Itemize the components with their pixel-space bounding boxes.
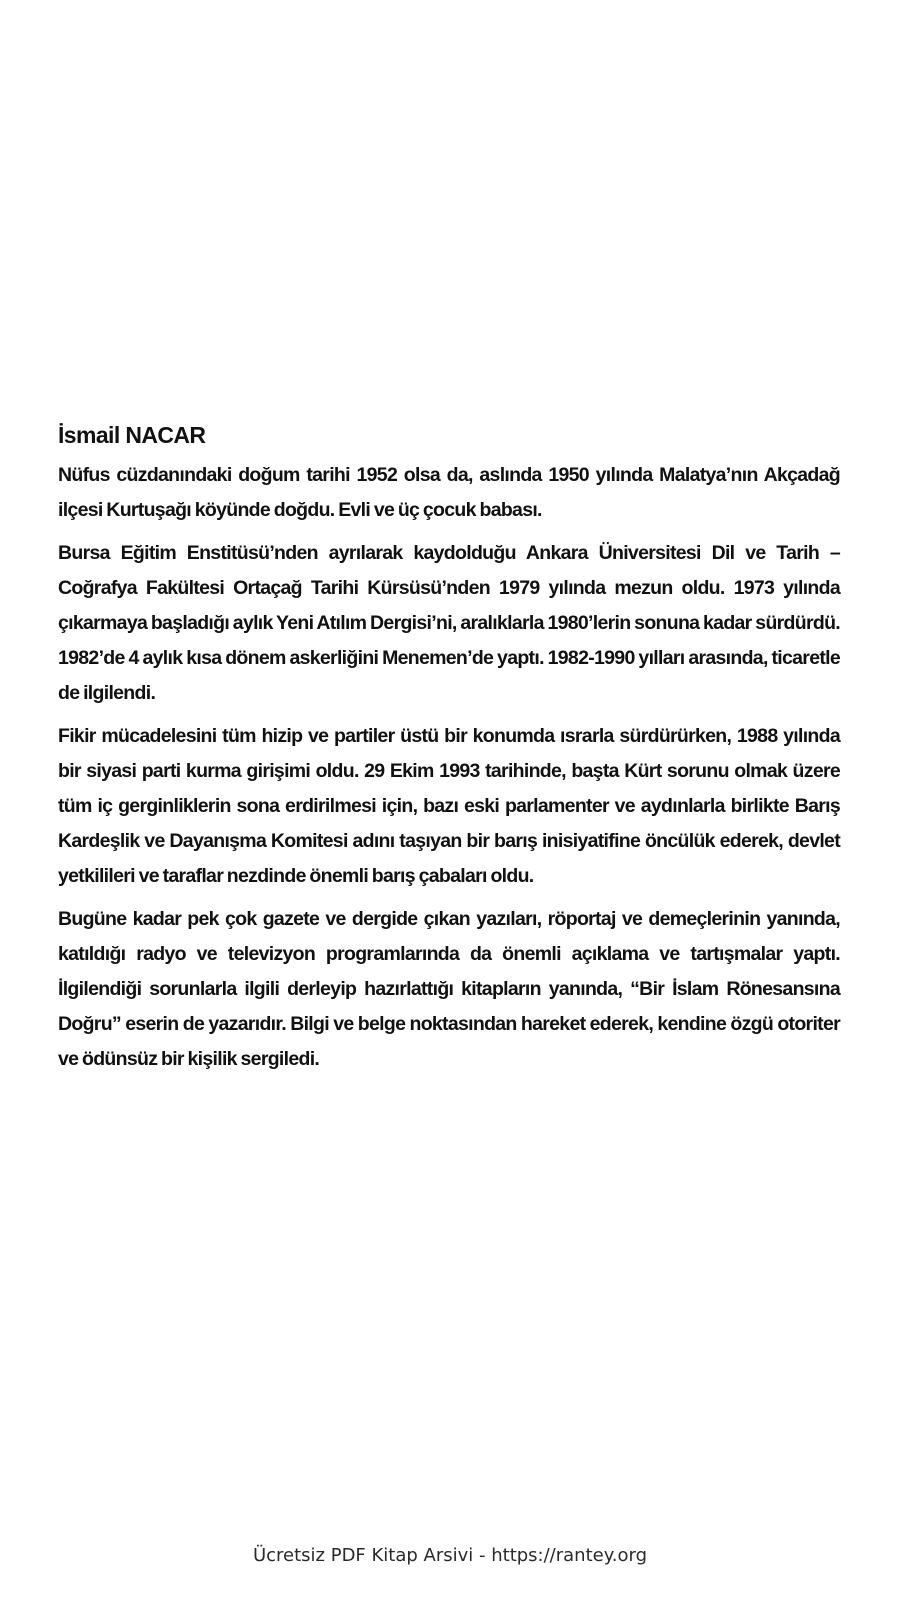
biography-paragraph-publications: Bugüne kadar pek çok gazete ve dergide çıkan yazıları, röportaj ve demeçlerinin yanında, katıldığı radyo ve televizyon programlarında da önemli açıklama ve tartışmalar yaptı. İlgilendiği sorunlarla ilgili derleyip hazırlattığı kitapların yanında, “Bir İslam Rönesansına Doğru” eserin de yazarıdır. Bilgi ve belge noktasından hareket ederek, kendine özgü otoriter ve ödünsüz bir kişilik sergiledi. <box>58 908 840 1070</box>
footer-watermark-text: Ücretsiz PDF Kitap Arsivi - https://rantey.org <box>252 1545 648 1566</box>
biography-paragraph-education: Bursa Eğitim Enstitüsü’nden ayrılarak kaydolduğu Ankara Üniversitesi Dil ve Tarih – Coğrafya Fakültesi Ortaçağ Tarihi Kürsüsü’nden 1979 yılında mezun oldu. 1973 yılında çıkarmaya başladığı aylık Yeni Atılım Dergisi’ni, aralıklarla 1980’lerin sonuna kadar sürdürdü. 1982’de 4 aylık kısa dönem askerliğini Menemen’de yaptı. 1982-1990 yılları arasında, ticaretle de ilgilendi. <box>58 542 840 704</box>
biography-paragraph-peace-initiative: Fikir mücadelesini tüm hizip ve partiler üstü bir konumda ısrarla sürdürürken, 1988 yılında bir siyasi parti kurma girişimi oldu. 29 Ekim 1993 tarihinde, başta Kürt sorunu olmak üzere tüm iç gerginliklerin sona erdirilmesi için, bazı eski parlamenter ve aydınlarla birlikte Barış Kardeşlik ve Dayanışma Komitesi adını taşıyan bir barış inisiyatifine öncülük ederek, devlet yetkilileri ve taraflar nezdinde önemli barış çabaları oldu. <box>58 725 840 887</box>
biography-paragraph-birth: Nüfus cüzdanındaki doğum tarihi 1952 olsa da, aslında 1950 yılında Malatya’nın Akçadağ ilçesi Kurtuşağı köyünde doğdu. Evli ve üç çocuk babası. <box>58 464 840 521</box>
author-name-heading: İsmail NACAR <box>58 422 206 448</box>
author-biography <box>58 418 840 1085</box>
